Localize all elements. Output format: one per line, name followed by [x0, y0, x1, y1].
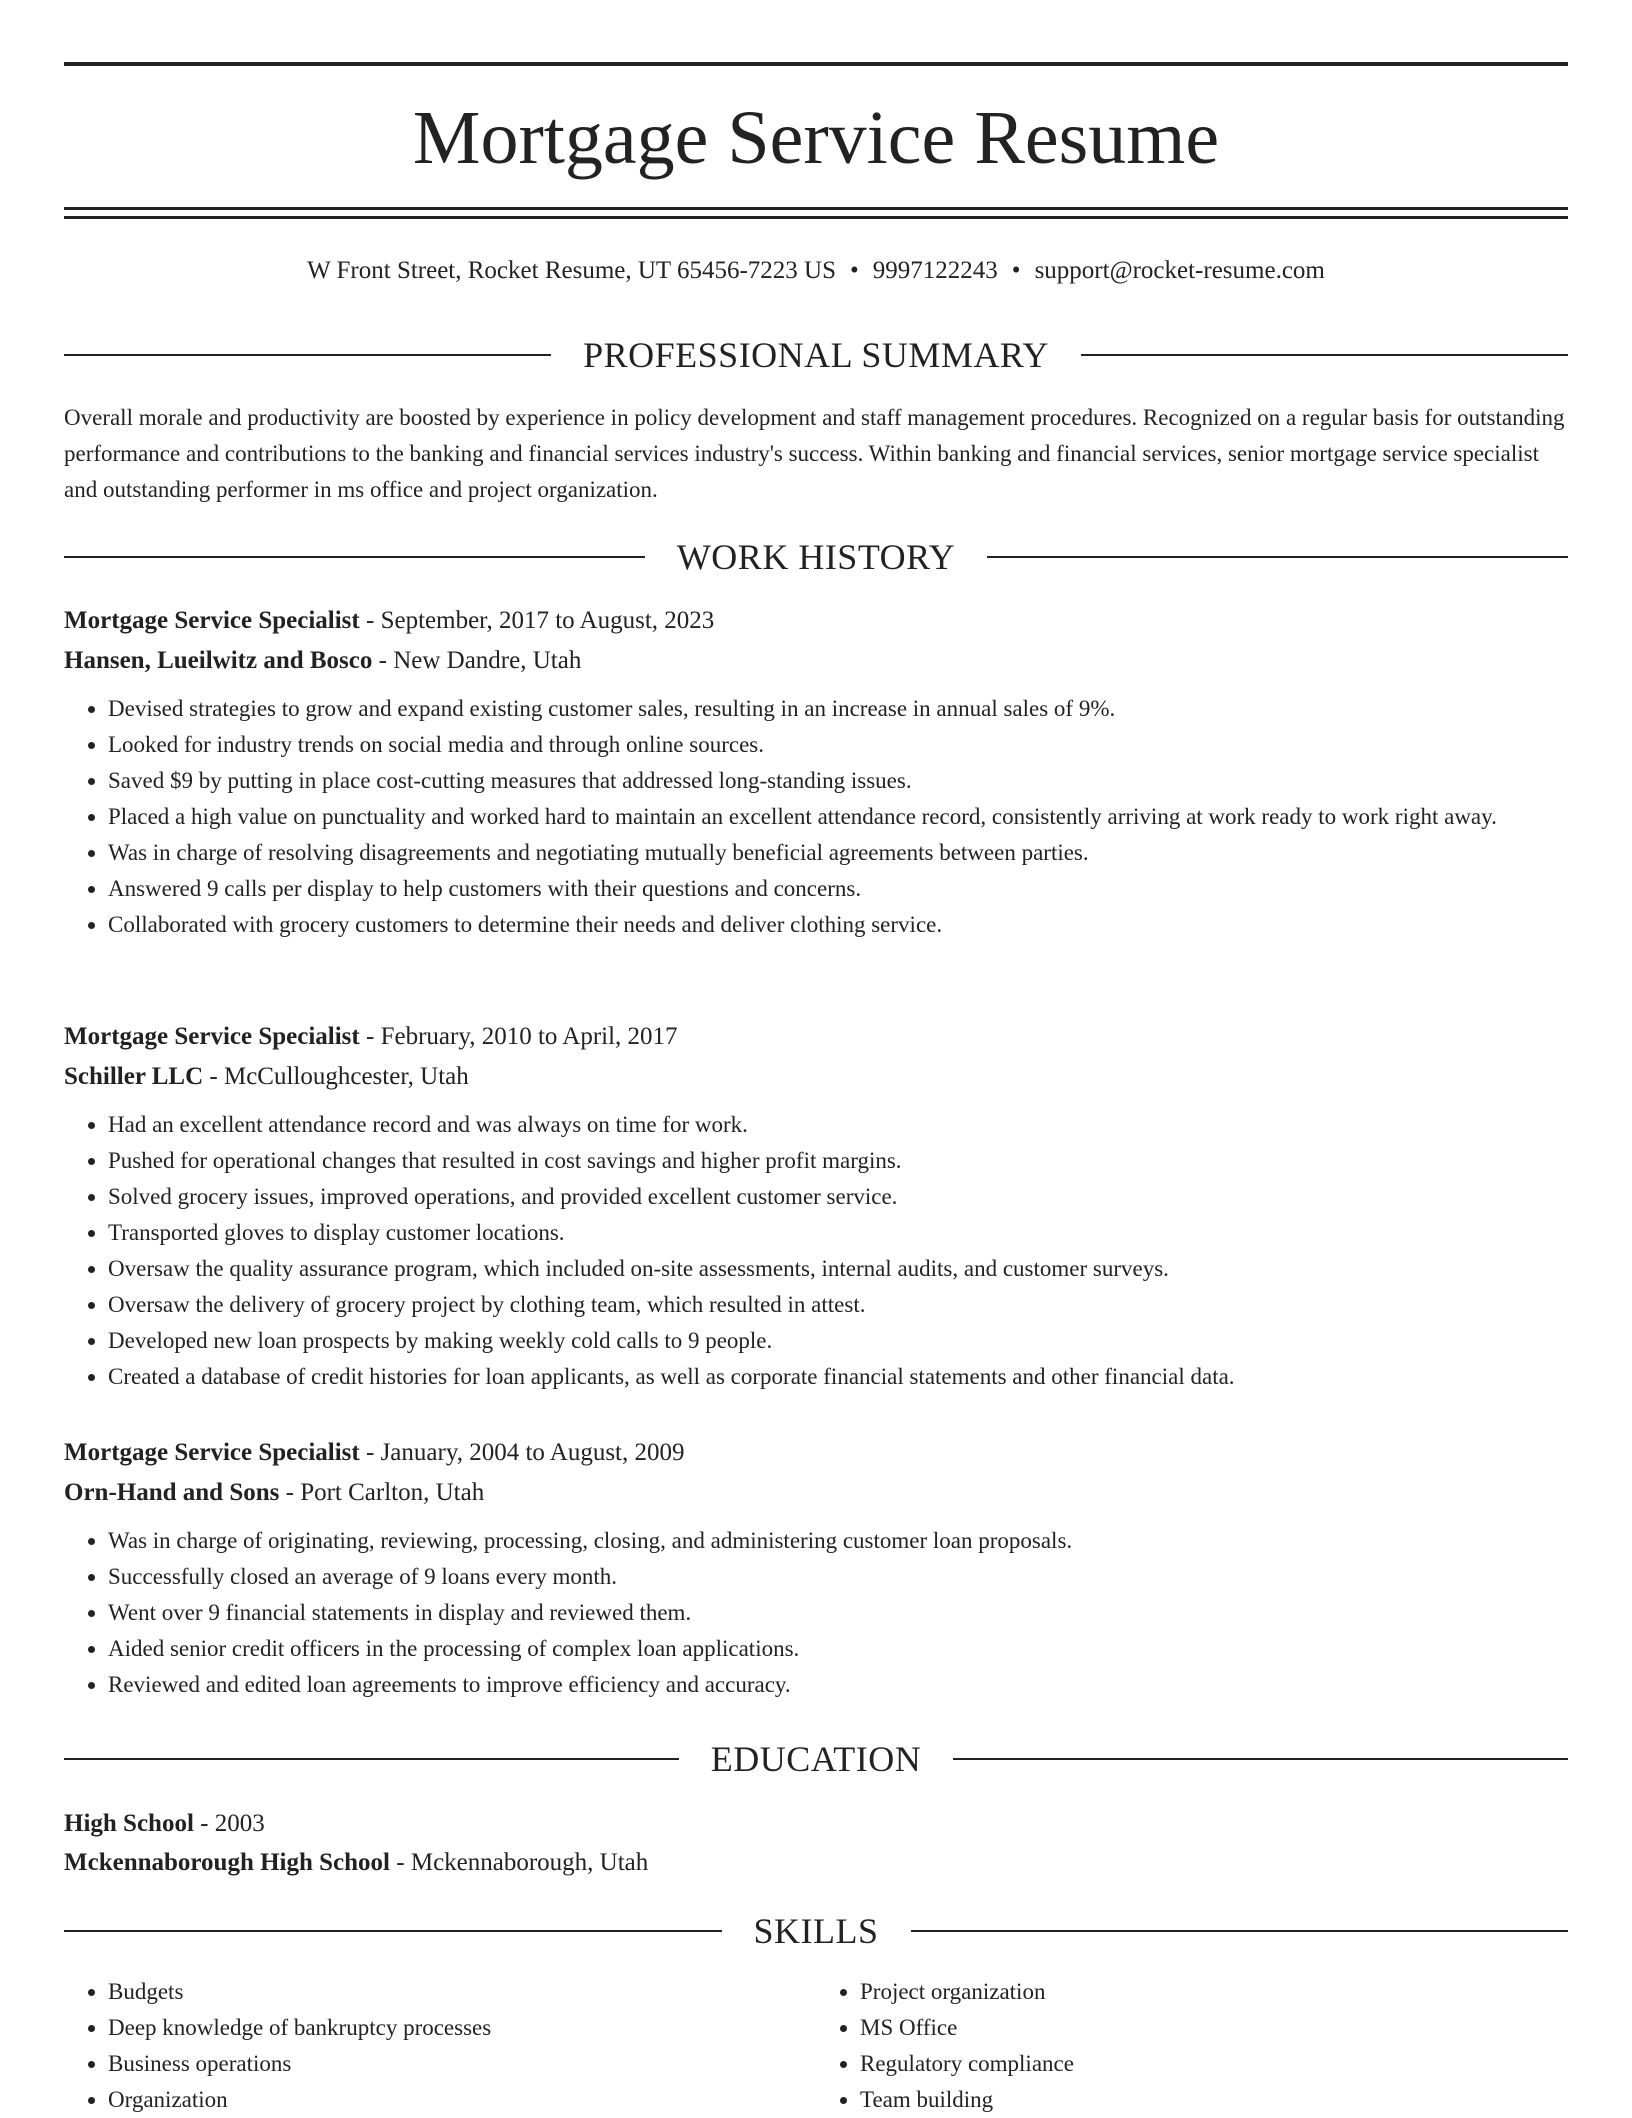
- top-rule: [64, 62, 1568, 66]
- section-title: WORK HISTORY: [676, 537, 956, 577]
- section-header-work: [64, 535, 1568, 579]
- list-item: • Transported gloves to display customer locations.: [108, 1215, 1568, 1251]
- section-rule: [64, 556, 645, 558]
- education-year: - 2003: [193, 1810, 265, 1837]
- list-item: • Was in charge of resolving disagreements and negotiating mutually beneficial agreements between parties.: [108, 835, 1568, 871]
- job-title: Mortgage Service Specialist: [64, 1439, 360, 1466]
- list-item: • Went over 9 financial statements in display and reviewed them.: [108, 1595, 1568, 1631]
- job-entry: [64, 1433, 1568, 1703]
- section-rule: [953, 1758, 1568, 1760]
- education-school: Mckennaborough High School: [64, 1849, 391, 1876]
- summary-text: Overall morale and productivity are boosted by experience in policy development and staff management procedures. Recognized on a regular basis for outstanding performance and contributions to the banking and financial services industry's success. Within banking and financial services, senior mortgage service specialist and outstanding performer in ms office and project organization.: [64, 405, 1565, 502]
- education-degree: High School: [64, 1810, 194, 1837]
- list-item: • Created a database of credit histories for loan applicants, as well as corporate financial statements and other financial data.: [108, 1359, 1568, 1395]
- education-school-line: [64, 1843, 1568, 1882]
- list-item: • Had an excellent attendance record and was always on time for work.: [108, 1107, 1568, 1143]
- job-title-line: [64, 1017, 1568, 1057]
- list-item: • Was in charge of originating, reviewing, processing, closing, and administering customer loan proposals.: [108, 1523, 1568, 1559]
- job-title: Mortgage Service Specialist: [64, 607, 360, 634]
- skill-item: • Deep knowledge of bankruptcy processes: [108, 2010, 816, 2046]
- skill-item: • Organization: [108, 2082, 816, 2118]
- job-entry: [64, 601, 1568, 943]
- job-location: - McCulloughcester, Utah: [203, 1063, 469, 1090]
- list-item: • Developed new loan prospects by making weekly cold calls to 9 people.: [108, 1323, 1568, 1359]
- job-dates: - September, 2017 to August, 2023: [359, 607, 715, 634]
- skill-item: • Project organization: [860, 1974, 1568, 2010]
- title-rule-upper: [64, 207, 1568, 210]
- title-rule-lower: [64, 216, 1568, 219]
- job-company-line: [64, 1057, 1568, 1097]
- section-header-summary: [64, 333, 1568, 377]
- job-company: Orn-Hand and Sons: [64, 1479, 280, 1506]
- section-rule: [987, 556, 1568, 558]
- job-company-line: [64, 641, 1568, 681]
- job-bullets: [64, 691, 1568, 943]
- list-item: • Looked for industry trends on social media and through online sources.: [108, 727, 1568, 763]
- education-entry: [64, 1804, 1568, 1882]
- education-location: - Mckennaborough, Utah: [390, 1849, 649, 1876]
- job-company: Hansen, Lueilwitz and Bosco: [64, 647, 373, 674]
- job-location: - Port Carlton, Utah: [279, 1479, 485, 1506]
- education-degree-line: [64, 1804, 1568, 1843]
- list-item: • Aided senior credit officers in the processing of complex loan applications.: [108, 1631, 1568, 1667]
- job-company-line: [64, 1473, 1568, 1513]
- job-company: Schiller LLC: [64, 1063, 204, 1090]
- list-item: • Answered 9 calls per display to help customers with their questions and concerns.: [108, 871, 1568, 907]
- section-title: EDUCATION: [710, 1739, 922, 1779]
- contact-address: W Front Street, Rocket Resume, UT 65456-7223 US: [307, 257, 837, 284]
- job-dates: - January, 2004 to August, 2009: [359, 1439, 685, 1466]
- skill-item: • Team building: [860, 2082, 1568, 2118]
- section-rule: [1081, 354, 1568, 356]
- contact-separator: •: [850, 257, 859, 284]
- section-rule: [64, 354, 551, 356]
- section-title: PROFESSIONAL SUMMARY: [583, 335, 1049, 375]
- job-title-line: [64, 601, 1568, 641]
- job-dates: - February, 2010 to April, 2017: [359, 1023, 678, 1050]
- job-location: - New Dandre, Utah: [372, 647, 582, 674]
- list-item: • Oversaw the delivery of grocery project by clothing team, which resulted in attest.: [108, 1287, 1568, 1323]
- contact-phone: 9997122243: [872, 257, 998, 284]
- contact-separator: •: [1011, 257, 1021, 284]
- job-bullets: [64, 1523, 1568, 1703]
- section-title: SKILLS: [753, 1911, 879, 1951]
- list-item: • Collaborated with grocery customers to determine their needs and deliver clothing service.: [108, 907, 1568, 943]
- list-item: • Solved grocery issues, improved operations, and provided excellent customer service.: [108, 1179, 1568, 1215]
- skill-item: • Budgets: [108, 1974, 816, 2010]
- list-item: • Pushed for operational changes that resulted in cost savings and higher profit margins.: [108, 1143, 1568, 1179]
- section-rule: [64, 1930, 722, 1932]
- list-item: • Reviewed and edited loan agreements to improve efficiency and accuracy.: [108, 1667, 1568, 1703]
- skills-column-right: [816, 1974, 1568, 2118]
- list-item: • Saved $9 by putting in place cost-cutting measures that addressed long-standing issues.: [108, 763, 1568, 799]
- skills-list: [64, 1974, 1568, 2118]
- list-item: • Successfully closed an average of 9 loans every month.: [108, 1559, 1568, 1595]
- skill-item: • MS Office: [860, 2010, 1568, 2046]
- job-title: Mortgage Service Specialist: [64, 1023, 360, 1050]
- list-item: • Oversaw the quality assurance program, which included on-site assessments, internal audits, and customer surveys.: [108, 1251, 1568, 1287]
- section-header-education: [64, 1737, 1568, 1781]
- job-entry: [64, 1017, 1568, 1395]
- resume-title: Mortgage Service Resume: [412, 96, 1220, 180]
- skill-item: • Business operations: [108, 2046, 816, 2082]
- job-title-line: [64, 1433, 1568, 1473]
- section-header-skills: [64, 1909, 1568, 1953]
- section-rule: [911, 1930, 1569, 1932]
- skill-item: • Regulatory compliance: [860, 2046, 1568, 2082]
- contact-line: [64, 254, 1568, 288]
- contact-email: support@rocket-resume.com: [1034, 257, 1325, 284]
- job-bullets: [64, 1107, 1568, 1395]
- skills-column-left: [64, 1974, 816, 2118]
- list-item: • Placed a high value on punctuality and worked hard to maintain an excellent attendance record, consistently arriving at work ready to work right away.: [108, 799, 1568, 835]
- section-rule: [64, 1758, 679, 1760]
- list-item: • Devised strategies to grow and expand existing customer sales, resulting in an increase in annual sales of 9%.: [108, 691, 1568, 727]
